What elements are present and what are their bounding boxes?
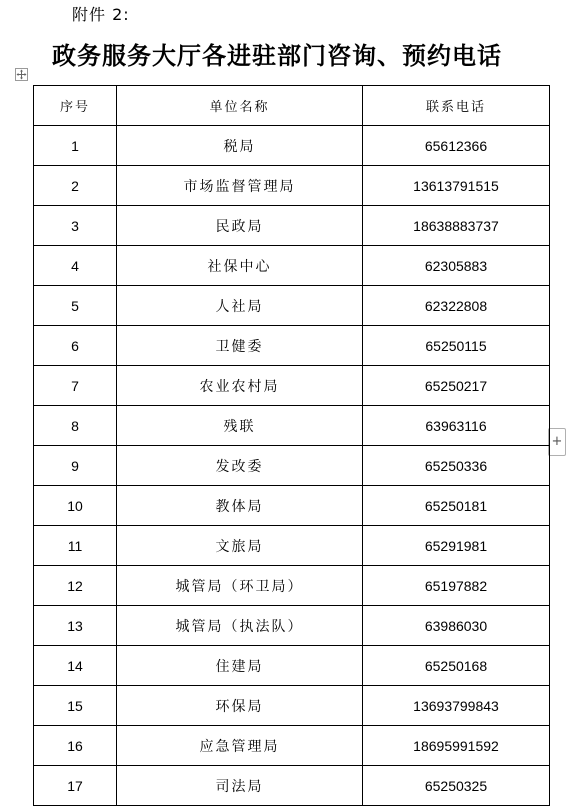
row-serial-number: 14 bbox=[34, 646, 117, 686]
table-row bbox=[34, 366, 550, 406]
table-row bbox=[34, 166, 550, 206]
row-serial-number: 3 bbox=[34, 206, 117, 246]
table-move-handle-icon[interactable] bbox=[15, 68, 28, 81]
table-row bbox=[34, 526, 550, 566]
row-serial-number: 10 bbox=[34, 486, 117, 526]
row-serial-number: 15 bbox=[34, 686, 117, 726]
department-phone-table bbox=[33, 85, 550, 806]
row-serial-number: 9 bbox=[34, 446, 117, 486]
row-phone-number: 65250181 bbox=[363, 486, 550, 526]
row-serial-number: 4 bbox=[34, 246, 117, 286]
row-unit-name: 文旅局 bbox=[117, 526, 363, 566]
table-row bbox=[34, 126, 550, 166]
table-row bbox=[34, 726, 550, 766]
header-unit-name: 单位名称 bbox=[117, 86, 363, 126]
row-serial-number: 5 bbox=[34, 286, 117, 326]
table-row bbox=[34, 326, 550, 366]
row-serial-number: 11 bbox=[34, 526, 117, 566]
row-phone-number: 65197882 bbox=[363, 566, 550, 606]
table-row bbox=[34, 686, 550, 726]
table-row bbox=[34, 766, 550, 806]
row-phone-number: 65250336 bbox=[363, 446, 550, 486]
row-phone-number: 65250115 bbox=[363, 326, 550, 366]
row-phone-number: 13693799843 bbox=[363, 686, 550, 726]
row-phone-number: 63963116 bbox=[363, 406, 550, 446]
row-unit-name: 社保中心 bbox=[117, 246, 363, 286]
row-unit-name: 城管局（环卫局） bbox=[117, 566, 363, 606]
row-phone-number: 65612366 bbox=[363, 126, 550, 166]
row-unit-name: 残联 bbox=[117, 406, 363, 446]
row-unit-name: 民政局 bbox=[117, 206, 363, 246]
table-row bbox=[34, 566, 550, 606]
row-phone-number: 65250168 bbox=[363, 646, 550, 686]
row-phone-number: 62322808 bbox=[363, 286, 550, 326]
row-phone-number: 65250217 bbox=[363, 366, 550, 406]
row-unit-name: 发改委 bbox=[117, 446, 363, 486]
row-unit-name: 住建局 bbox=[117, 646, 363, 686]
row-unit-name: 环保局 bbox=[117, 686, 363, 726]
add-row-plus-icon[interactable]: + bbox=[548, 428, 566, 456]
table-row bbox=[34, 206, 550, 246]
row-phone-number: 65291981 bbox=[363, 526, 550, 566]
row-unit-name: 卫健委 bbox=[117, 326, 363, 366]
row-phone-number: 13613791515 bbox=[363, 166, 550, 206]
row-serial-number: 13 bbox=[34, 606, 117, 646]
row-serial-number: 17 bbox=[34, 766, 117, 806]
table-row bbox=[34, 246, 550, 286]
table-row bbox=[34, 646, 550, 686]
row-unit-name: 市场监督管理局 bbox=[117, 166, 363, 206]
table-header-row bbox=[34, 86, 550, 126]
row-serial-number: 7 bbox=[34, 366, 117, 406]
row-unit-name: 人社局 bbox=[117, 286, 363, 326]
row-phone-number: 65250325 bbox=[363, 766, 550, 806]
row-unit-name: 税局 bbox=[117, 126, 363, 166]
row-phone-number: 63986030 bbox=[363, 606, 550, 646]
table-row bbox=[34, 486, 550, 526]
row-unit-name: 农业农村局 bbox=[117, 366, 363, 406]
row-phone-number: 18638883737 bbox=[363, 206, 550, 246]
row-unit-name: 司法局 bbox=[117, 766, 363, 806]
header-serial-number: 序号 bbox=[34, 86, 117, 126]
table-row bbox=[34, 406, 550, 446]
row-serial-number: 12 bbox=[34, 566, 117, 606]
row-serial-number: 8 bbox=[34, 406, 117, 446]
table-body bbox=[34, 126, 550, 806]
row-unit-name: 教体局 bbox=[117, 486, 363, 526]
row-phone-number: 62305883 bbox=[363, 246, 550, 286]
row-serial-number: 1 bbox=[34, 126, 117, 166]
row-serial-number: 2 bbox=[34, 166, 117, 206]
row-phone-number: 18695991592 bbox=[363, 726, 550, 766]
row-serial-number: 16 bbox=[34, 726, 117, 766]
row-serial-number: 6 bbox=[34, 326, 117, 366]
row-unit-name: 城管局（执法队） bbox=[117, 606, 363, 646]
row-unit-name: 应急管理局 bbox=[117, 726, 363, 766]
table-row bbox=[34, 446, 550, 486]
attachment-label: 附件 2: bbox=[72, 5, 130, 24]
header-phone: 联系电话 bbox=[363, 86, 550, 126]
table-row bbox=[34, 286, 550, 326]
document-title: 政务服务大厅各进驻部门咨询、预约电话 bbox=[52, 41, 502, 70]
table-row bbox=[34, 606, 550, 646]
